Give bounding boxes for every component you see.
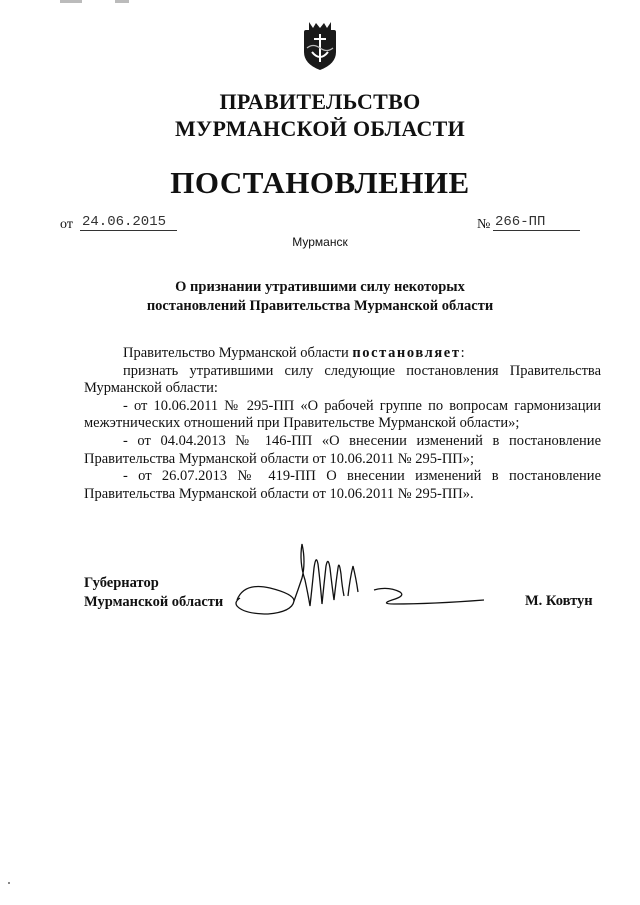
document-type-title: ПОСТАНОВЛЕНИЕ [170,165,470,200]
document-subject [120,278,520,316]
signatory-title-line1: Губернатор [84,575,159,591]
document-body [84,345,601,503]
resolves-emphasis: постановляет [352,345,461,361]
city-name: Мурманск [292,235,348,249]
repealed-item-2: - от 04.04.2013 № 146-ПП «О внесении изменений в постановление Правительства Мурманской области от 10.06.2011 № 295-ПП»; [84,432,601,467]
intro-colon: : [460,345,465,361]
date-value: 24.06.2015 [82,214,167,230]
number-label: № [477,217,491,232]
date-underline [80,230,177,231]
scan-dust-speck [8,882,10,884]
subject-line1: О признании утратившими силу некоторых [175,279,465,295]
number-value: 266-ПП [495,214,546,230]
repealed-item-1: - от 10.06.2011 № 295-ПП «О рабочей группе по вопросам гармонизации межэтнических отношений при Правительстве Мурманской области»; [84,397,601,432]
org-name-line2: МУРМАНСКОЙ ОБЛАСТИ [174,116,466,141]
resolution-clause: признать утратившими силу следующие постановления Правительства Мурманской области: [84,362,601,397]
scan-edge-marks [60,0,140,4]
signatory-name: М. Ковтун [525,593,593,609]
repealed-item-3: - от 26.07.2013 № 419-ПП О внесении изменений в постановление Правительства Мурманской области от 10.06.2011 № 295-ПП». [84,468,601,502]
signatory-title [84,574,223,612]
number-underline [493,230,580,231]
coat-of-arms-emblem [297,18,343,72]
intro-text: Правительство Мурманской области [123,345,353,361]
handwritten-signature [232,538,492,618]
signatory-title-line2: Мурманской области [84,594,224,610]
resolution-intro [84,345,601,363]
subject-line2: постановлений Правительства Мурманской области [146,298,494,314]
org-name-line1: ПРАВИТЕЛЬСТВО [219,89,421,114]
date-label: от [60,217,73,232]
